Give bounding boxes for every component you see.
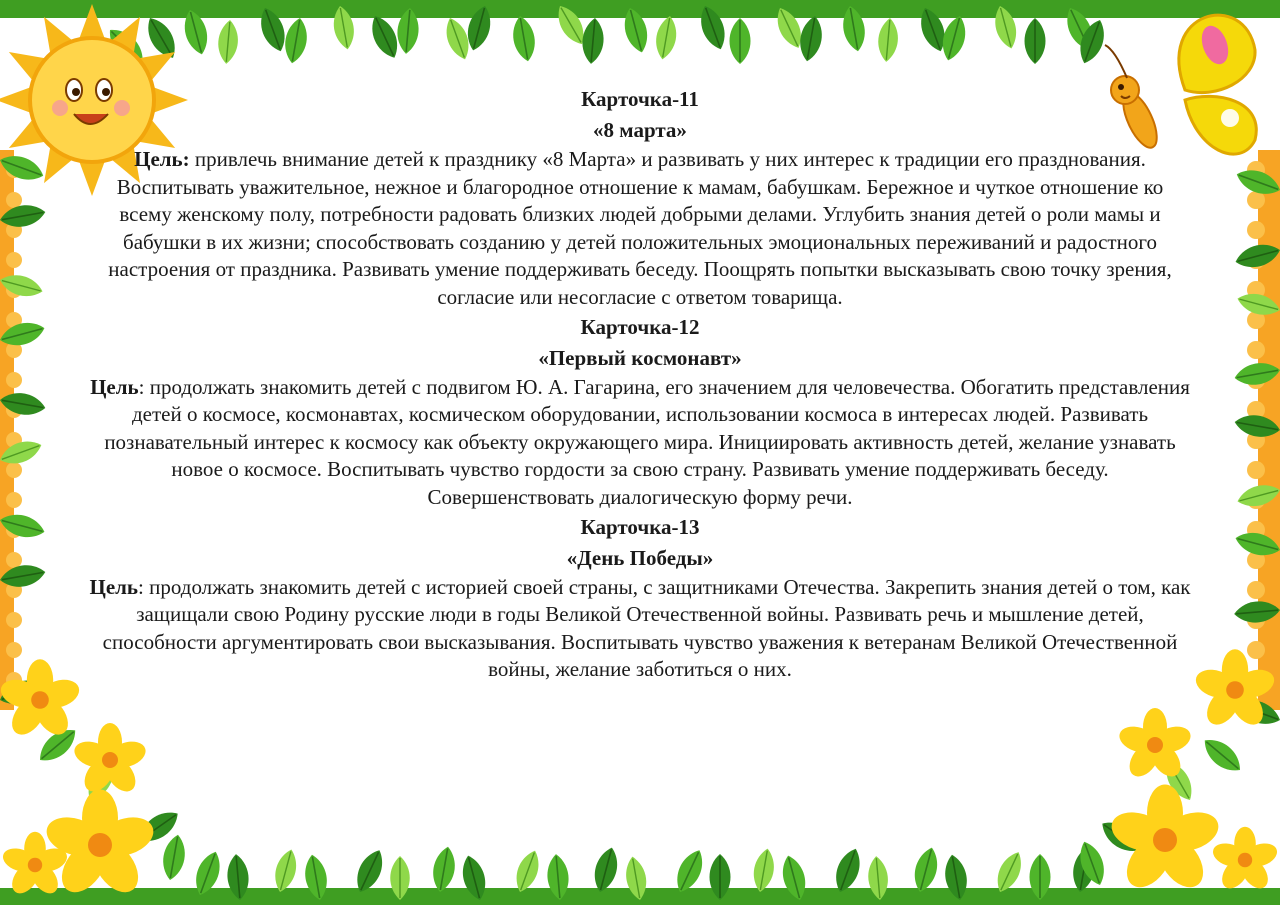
card-goal [88, 374, 1192, 512]
card-subtitle: «День Победы» [566, 545, 714, 570]
leaf-icon [0, 0, 1280, 70]
card-subtitle: «8 марта» [593, 118, 687, 142]
card-title: Карточка-12 [580, 314, 700, 339]
goal-label: Цель [90, 374, 139, 399]
flower-icon [1074, 649, 1280, 895]
card-subtitle: «Первый космонавт» [538, 345, 742, 370]
card-goal [88, 574, 1192, 684]
card-title: Карточка-13 [580, 514, 700, 539]
card-13 [88, 512, 1192, 684]
card-goal [88, 146, 1192, 312]
orange-border-left [0, 150, 22, 710]
goal-text: привлечь внимание детей к празднику «8 Марта» и развивать у них интерес к традиции его празднования. Воспитывать уважительное, нежное и благородное отношение к мамам, бабушкам. Бережное и чуткое отношение ко всему женскому полу, потребности радовать близких людей добрыми делами. Углубить знания детей о роли мамы и бабушки в их жизни; способствовать созданию у детей положительных эмоциональных переживаний и радостного настроения от праздника. Развивать умение поддерживать беседу. Поощрять попытки высказывать свою точку зрения, согласие или несогласие с ответом товарища. [108, 147, 1172, 309]
goal-text: : продолжать знакомить детей с подвигом Ю. А. Гагарина, его значением для человечества. Обогатить представления детей о космосе, космонавтах, космическом оборудовании, использовании космоса в интересах людей. Развивать познавательный интерес к космосу как объекту окружающего мира. Инициировать активность детей, желание узнавать новое о космосе. Воспитывать чувство гордости за свою страну. Развивать умение поддерживать беседу. Совершенствовать диалогическую форму речи. [104, 374, 1190, 509]
document-content [88, 84, 1192, 684]
flower-icon [0, 659, 188, 900]
goal-label: Цель: [134, 147, 190, 171]
card-11 [88, 84, 1192, 312]
goal-text: : продолжать знакомить детей с историей своей страны, с защитниками Отечества. Закрепить знания детей о том, как защищали свою Родину русские люди в годы Великой Отечественной войны. Развивать речь и мышление детей, способности аргументировать свои высказывания. Воспитывать чувство уважения к ветеранам Великой Отечественной войны, желание заботиться о них. [102, 574, 1191, 682]
card-12 [88, 312, 1192, 512]
goal-label: Цель [89, 574, 139, 599]
card-title: Карточка-11 [581, 87, 699, 111]
